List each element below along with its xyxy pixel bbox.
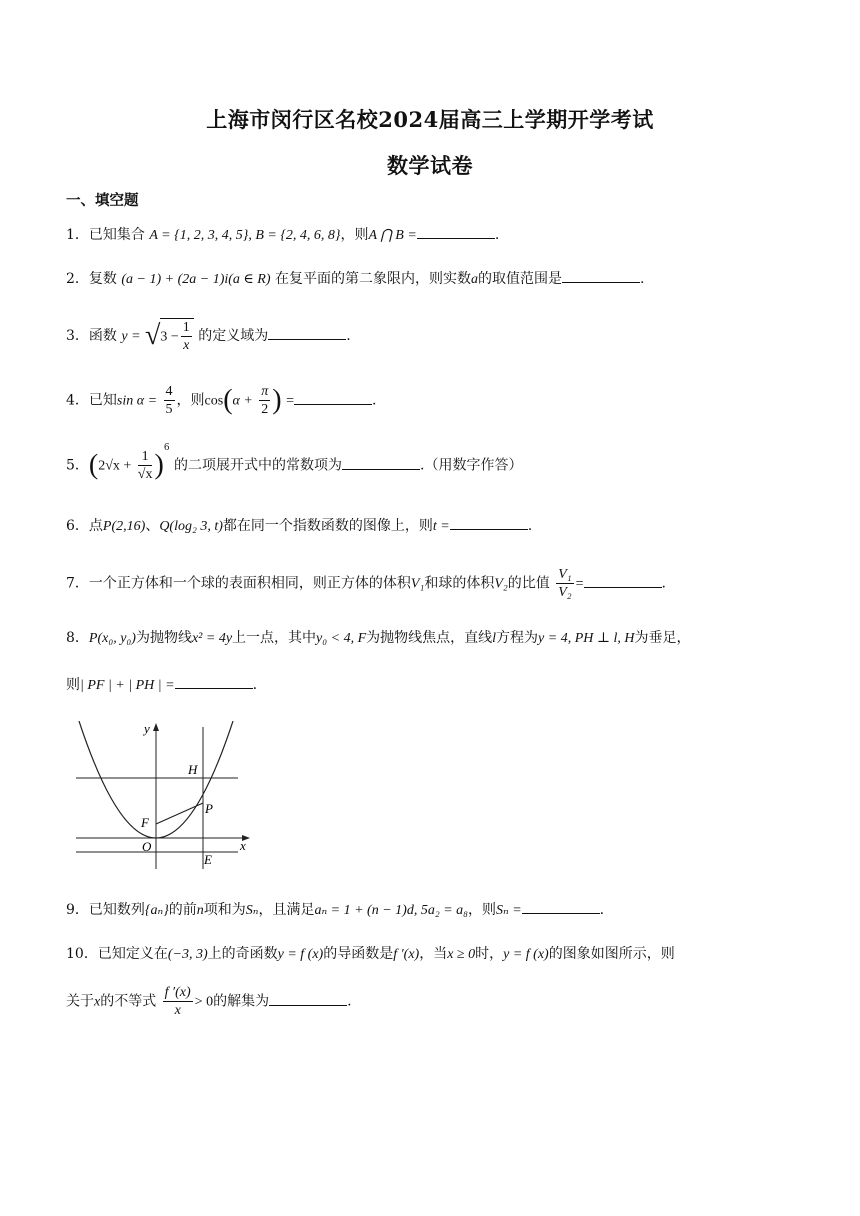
left-paren-icon: (	[223, 384, 233, 416]
q10-fraction	[163, 984, 193, 1019]
q8-math-6: | PF | + | PH | =	[80, 678, 175, 693]
q10-math-4: x ≥ 0	[447, 947, 476, 962]
right-paren-icon: )	[154, 449, 164, 481]
question-10-line-2	[66, 984, 352, 1019]
q3-number: 3．	[66, 328, 89, 344]
q1-math-2: A ⋂ B =	[368, 228, 417, 243]
q10-number: 10．	[66, 946, 98, 962]
right-paren-icon: )	[272, 384, 282, 416]
q10-text-5: 时，	[475, 946, 504, 962]
label-o: O	[142, 839, 152, 854]
q9-text-2: 的前	[168, 902, 197, 918]
q3-text-2: 的定义域为	[198, 328, 269, 344]
q10-math-7: > 0	[194, 994, 214, 1010]
q8-text-6: 则	[66, 677, 80, 693]
q3-frac-num: 1	[182, 320, 190, 335]
q3-radicand	[160, 318, 193, 354]
q6-math-2: Q(log₂ 3, t)	[159, 519, 223, 534]
q8-math-5: y = 4, PH ⊥ l, H	[538, 631, 635, 646]
q10-text-2: 上的奇函数	[207, 946, 278, 962]
q4-text-2: ，则	[176, 392, 205, 409]
q5-fraction	[138, 448, 153, 483]
parabola-figure	[74, 721, 254, 871]
question-7	[66, 566, 666, 601]
q7-text: 一个正方体和一个球的表面积相同，则正方体的体积	[88, 575, 411, 592]
q10-text-7: 关于	[66, 993, 94, 1010]
q9-math-5: Sₙ =	[496, 903, 522, 918]
q9-math-2: n	[196, 903, 204, 918]
q5-end: .（用数字作答）	[420, 457, 523, 474]
section-heading: 一、填空题	[66, 193, 139, 209]
q6-number: 6．	[66, 518, 89, 534]
q10-math-3: f ′(x)	[393, 947, 420, 962]
question-9	[66, 899, 604, 922]
q8-text-5: 为垂足，	[634, 630, 691, 646]
q10-frac-num: f ′(x)	[164, 985, 191, 1000]
q8-text-4: 方程为	[496, 630, 539, 646]
q10-text: 已知定义在	[97, 946, 168, 962]
q3-end: .	[346, 328, 351, 344]
question-6	[66, 515, 532, 538]
q4-number: 4．	[66, 392, 89, 409]
q7-equals: =	[575, 576, 584, 592]
q7-math-2: V₂	[494, 576, 508, 592]
q6-math: P(2,16)	[102, 519, 146, 534]
question-8	[66, 627, 691, 650]
q4-frac-num: 4	[165, 384, 173, 399]
q10-end: .	[347, 993, 352, 1010]
q10-frac-den: x	[174, 1003, 181, 1018]
q1-answer-blank[interactable]	[417, 224, 495, 239]
q6-text-2: 都在同一个指数函数的图像上，则	[222, 518, 433, 534]
q3-math: y =	[121, 329, 141, 344]
label-e: E	[204, 852, 212, 867]
q7-end: .	[661, 575, 666, 592]
q6-separator: 、	[145, 518, 160, 534]
label-p: P	[205, 801, 213, 816]
q2-math: (a − 1) + (2a − 1)i(a ∈ R)	[121, 272, 271, 287]
question-4	[66, 383, 376, 418]
q4-fraction-2	[259, 383, 270, 418]
q3-text: 函数	[88, 328, 117, 344]
q3-answer-blank[interactable]	[268, 325, 346, 340]
q4-math-2: cos	[204, 393, 224, 409]
q9-text-3: 项和为	[203, 902, 246, 918]
q4-frac2-num: π	[261, 384, 269, 399]
q9-end: .	[599, 902, 605, 918]
q2-end: .	[639, 271, 645, 287]
q4-math: sin α =	[116, 393, 158, 409]
q10-math-6: x	[94, 994, 101, 1010]
label-f: F	[141, 815, 149, 830]
left-paren-icon: (	[88, 449, 99, 481]
q1-end: .	[494, 227, 500, 243]
q9-math-3: Sₙ	[245, 903, 259, 918]
q4-end: .	[371, 392, 377, 409]
q8-math-3: y₀ < 4, F	[316, 631, 367, 646]
q10-text-9: 的解集为	[213, 993, 270, 1010]
q5-math: 2√x +	[98, 458, 132, 474]
q9-text: 已知数列	[88, 902, 145, 918]
q5-text: 的二项展开式中的常数项为	[174, 457, 342, 474]
q9-math: {aₙ}	[144, 903, 169, 918]
q5-answer-blank[interactable]	[342, 455, 420, 470]
q7-frac-num: V₁	[558, 567, 572, 582]
q8-answer-blank[interactable]	[175, 674, 253, 689]
y-axis-arrow-icon	[153, 723, 159, 731]
q9-text-4: ，且满足	[258, 902, 315, 918]
q1-math: A = {1, 2, 3, 4, 5}, B = {2, 4, 6, 8}	[149, 228, 341, 243]
q7-frac-den: V₂	[558, 585, 572, 600]
q7-number: 7．	[66, 575, 89, 592]
q5-exponent: 6	[163, 442, 170, 453]
q2-text-2: 在复平面的第二象限内，则实数	[274, 271, 471, 287]
q6-answer-blank[interactable]	[450, 515, 528, 530]
q8-end: .	[252, 677, 258, 693]
label-x: x	[240, 838, 246, 853]
q4-frac2-den: 2	[261, 402, 269, 417]
q8-math-2: x² = 4y	[191, 631, 233, 646]
q9-text-5: ，则	[468, 902, 497, 918]
exam-title: 上海市闵行区名校2024届高三上学期开学考试	[206, 107, 654, 132]
q10-text-8: 的不等式	[100, 993, 157, 1010]
question-10	[66, 943, 675, 966]
q4-equals: =	[286, 393, 294, 409]
q6-end: .	[527, 518, 533, 534]
q10-math-5: y = f (x)	[503, 947, 549, 962]
q1-text-2: ，则	[340, 227, 369, 243]
q6-text: 点	[88, 518, 103, 534]
q4-frac-den: 5	[165, 402, 173, 417]
q2-answer-blank[interactable]	[562, 268, 640, 283]
q1-text: 已知集合	[88, 227, 145, 243]
q8-text: 为抛物线	[135, 630, 192, 646]
question-3	[66, 318, 351, 354]
radical-sign-icon: √	[145, 320, 161, 351]
q2-text-3: 的取值范围是	[477, 271, 562, 287]
q7-fraction	[556, 566, 573, 601]
q10-text-3: 的导函数是	[323, 946, 394, 962]
question-2	[66, 268, 644, 291]
q6-math-3: t =	[432, 519, 450, 534]
q9-answer-blank[interactable]	[522, 899, 600, 914]
label-y: y	[144, 721, 150, 736]
label-h: H	[188, 762, 198, 777]
q8-math-4: l	[492, 631, 497, 646]
q4-math-3: α +	[232, 393, 253, 409]
q4-fraction	[164, 383, 175, 418]
q5-frac-num: 1	[138, 448, 153, 466]
q2-math-2: a	[470, 272, 478, 287]
q9-math-4: aₙ = 1 + (n − 1)d, 5a₂ = a₈	[314, 903, 469, 918]
q8-number: 8．	[66, 630, 89, 646]
q2-text: 复数	[88, 271, 117, 287]
q9-number: 9．	[66, 902, 89, 918]
q10-answer-blank[interactable]	[269, 991, 347, 1006]
q1-number: 1．	[66, 227, 89, 243]
q7-math: V₁	[410, 576, 425, 592]
q5-number: 5．	[66, 457, 89, 474]
question-5	[66, 442, 523, 483]
q3-fraction	[181, 319, 192, 354]
q8-text-2: 上一点，其中	[232, 630, 317, 646]
q10-math: (−3, 3)	[167, 947, 208, 962]
q7-answer-blank[interactable]	[584, 573, 662, 588]
q8-text-3: 为抛物线焦点，直线	[366, 630, 493, 646]
q5-frac-den: √x	[137, 467, 153, 482]
q10-math-2: y = f (x)	[277, 947, 324, 962]
q3-frac-den: x	[183, 338, 190, 353]
q10-text-4: ，当	[419, 946, 448, 962]
q7-text-2: 和球的体积	[424, 575, 495, 592]
q10-text-6: 的图象如图所示，则	[548, 946, 675, 962]
segment-fp	[156, 803, 203, 824]
q4-answer-blank[interactable]	[294, 390, 372, 405]
question-1	[66, 224, 499, 247]
question-8-line-2	[66, 674, 257, 697]
q3-radicand-text: 3 −	[160, 329, 179, 345]
q8-math: P(x₀, y₀)	[88, 631, 136, 646]
q2-number: 2．	[66, 271, 89, 287]
q4-text: 已知	[88, 392, 117, 409]
q7-text-3: 的比值	[507, 575, 550, 592]
exam-subtitle: 数学试卷	[387, 153, 473, 178]
